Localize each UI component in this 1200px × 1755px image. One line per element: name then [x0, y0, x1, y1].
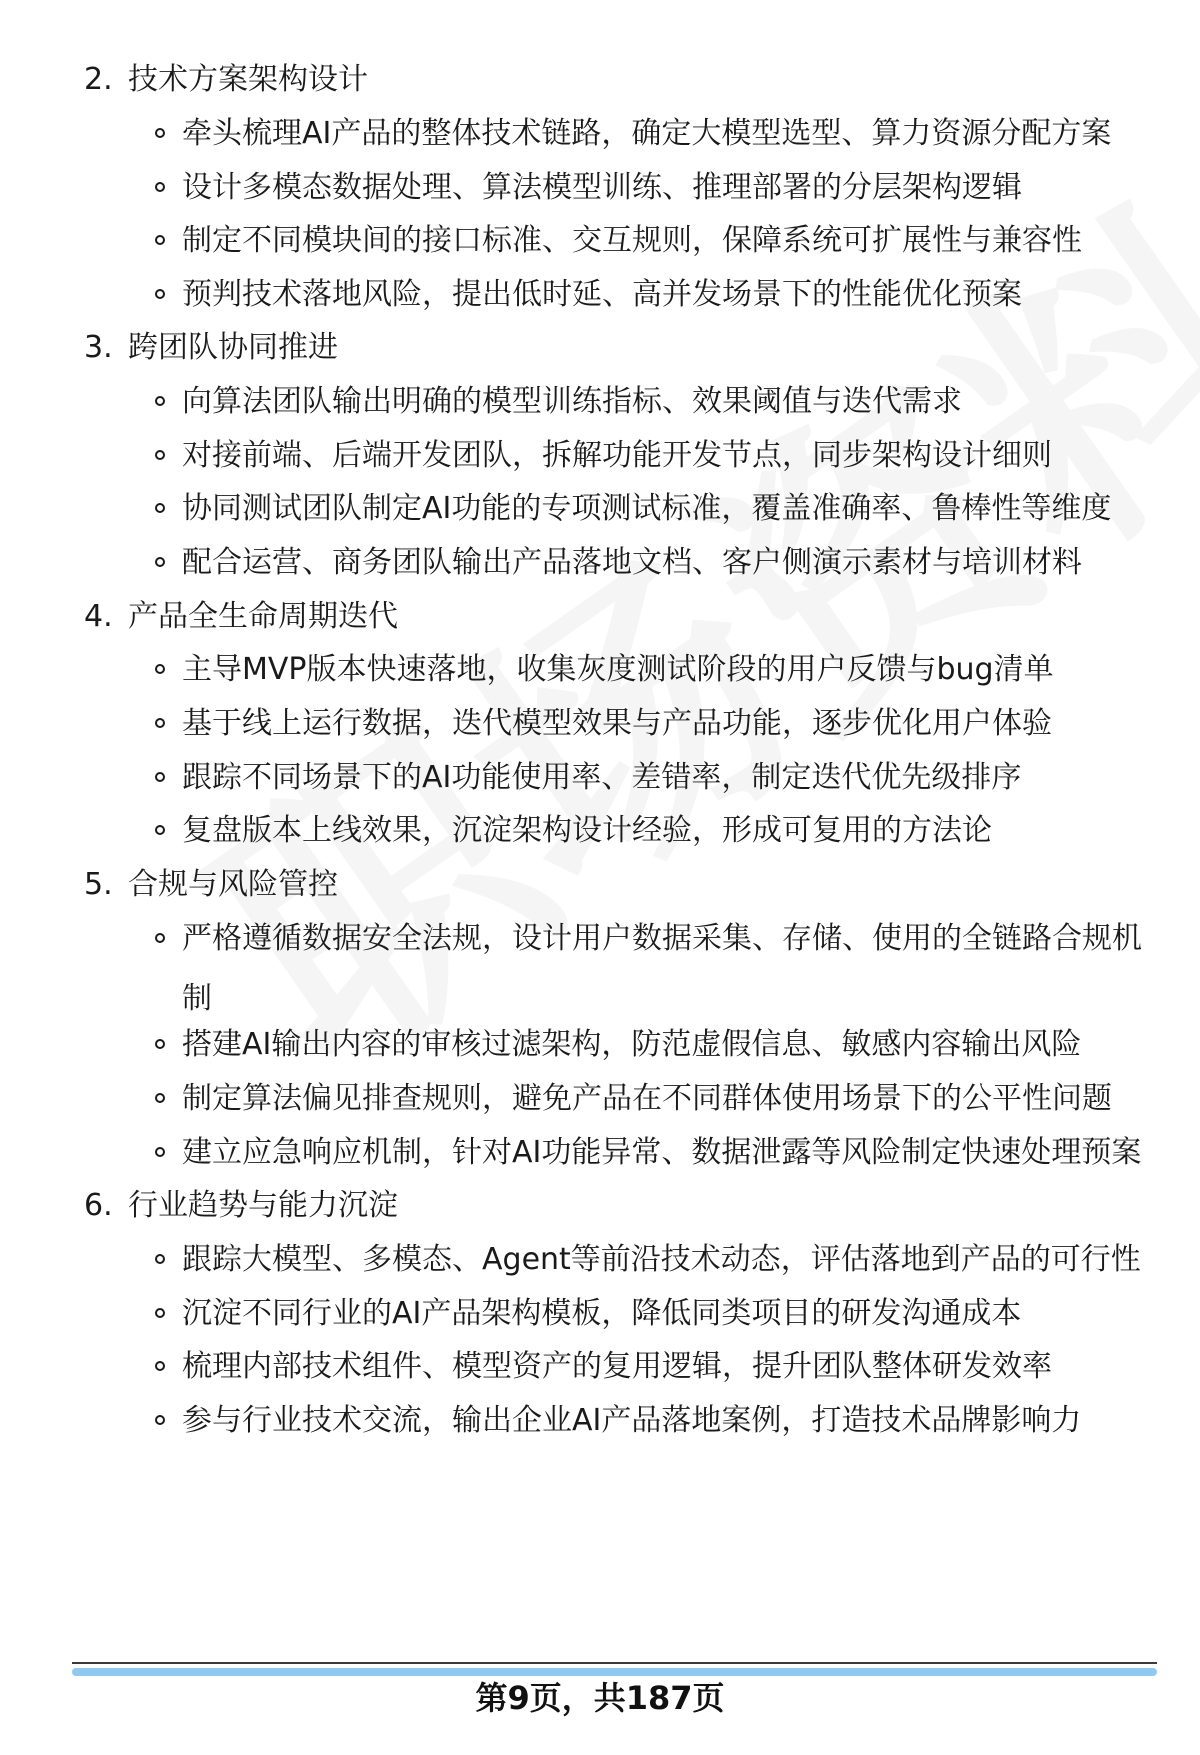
list-item-text: 主导MVP版本快速落地，收集灰度测试阶段的用户反馈与bug清单 [182, 652, 1054, 687]
page-number: 第9页，共187页 [475, 1679, 725, 1717]
section-title: 行业趋势与能力沉淀 [128, 1188, 398, 1223]
list-item-text: 设计多模态数据处理、算法模型训练、推理部署的分层架构逻辑 [182, 170, 1022, 205]
list-item-text: 协同测试团队制定AI功能的专项测试标准，覆盖准确率、鲁棒性等维度 [182, 491, 1112, 526]
hollow-bullet-icon [155, 1147, 165, 1157]
hollow-bullet-icon [155, 825, 165, 835]
list-item-text: 制定不同模块间的接口标准、交互规则，保障系统可扩展性与兼容性 [182, 223, 1082, 258]
hollow-bullet-icon [155, 503, 165, 513]
list-item-text: 基于线上运行数据，迭代模型效果与产品功能，逐步优化用户体验 [182, 706, 1052, 741]
footer-accent-bar [72, 1668, 1157, 1676]
hollow-bullet-icon [155, 1039, 165, 1049]
list-item-text: 向算法团队输出明确的模型训练指标、效果阈值与迭代需求 [182, 384, 962, 419]
footer-divider [72, 1662, 1157, 1664]
list-item-text: 沉淀不同行业的AI产品架构模板，降低同类项目的研发沟通成本 [182, 1296, 1022, 1331]
section-title: 产品全生命周期迭代 [128, 599, 398, 634]
section-heading [84, 60, 368, 100]
list-item-text: 复盘版本上线效果，沉淀架构设计经验，形成可复用的方法论 [182, 813, 992, 848]
hollow-bullet-icon [155, 772, 165, 782]
section-heading [84, 328, 338, 368]
hollow-bullet-icon [155, 289, 165, 299]
hollow-bullet-icon [155, 718, 165, 728]
section-title: 技术方案架构设计 [128, 62, 368, 97]
list-item-text: 预判技术落地风险，提出低时延、高并发场景下的性能优化预案 [182, 277, 1022, 312]
section-number: 5. [84, 867, 113, 902]
section-number: 2. [84, 62, 113, 97]
section-heading [84, 597, 398, 637]
hollow-bullet-icon [155, 396, 165, 406]
list-item-text: 严格遵循数据安全法规，设计用户数据采集、存储、使用的全链路合规机制 [182, 921, 1142, 1016]
list-item-text: 参与行业技术交流，输出企业AI产品落地案例，打造技术品牌影响力 [182, 1403, 1082, 1438]
hollow-bullet-icon [155, 1415, 165, 1425]
hollow-bullet-icon [155, 1093, 165, 1103]
section-number: 3. [84, 330, 113, 365]
hollow-bullet-icon [155, 557, 165, 567]
list-item-text: 搭建AI输出内容的审核过滤架构，防范虚假信息、敏感内容输出风险 [182, 1027, 1082, 1062]
section-number: 4. [84, 599, 113, 634]
list-item-text: 梳理内部技术组件、模型资产的复用逻辑，提升团队整体研发效率 [182, 1349, 1052, 1384]
hollow-bullet-icon [155, 1254, 165, 1264]
hollow-bullet-icon [155, 933, 165, 943]
hollow-bullet-icon [155, 664, 165, 674]
list-item-text: 跟踪不同场景下的AI功能使用率、差错率，制定迭代优先级排序 [182, 760, 1022, 795]
section-heading [84, 1186, 398, 1226]
list-item-text: 牵头梳理AI产品的整体技术链路，确定大模型选型、算力资源分配方案 [182, 116, 1112, 151]
hollow-bullet-icon [155, 128, 165, 138]
hollow-bullet-icon [155, 182, 165, 192]
list-item-text: 配合运营、商务团队输出产品落地文档、客户侧演示素材与培训材料 [182, 545, 1082, 580]
section-title: 跨团队协同推进 [128, 330, 338, 365]
hollow-bullet-icon [155, 1308, 165, 1318]
hollow-bullet-icon [155, 450, 165, 460]
hollow-bullet-icon [155, 235, 165, 245]
hollow-bullet-icon [155, 1361, 165, 1371]
list-item-text: 跟踪大模型、多模态、Agent等前沿技术动态，评估落地到产品的可行性 [182, 1242, 1141, 1277]
list-item-text: 制定算法偏见排查规则，避免产品在不同群体使用场景下的公平性问题 [182, 1081, 1112, 1116]
list-item-text: 建立应急响应机制，针对AI功能异常、数据泄露等风险制定快速处理预案 [182, 1135, 1142, 1170]
list-item-text: 对接前端、后端开发团队，拆解功能开发节点，同步架构设计细则 [182, 438, 1052, 473]
section-title: 合规与风险管控 [128, 867, 338, 902]
section-number: 6. [84, 1188, 113, 1223]
section-heading [84, 865, 338, 905]
